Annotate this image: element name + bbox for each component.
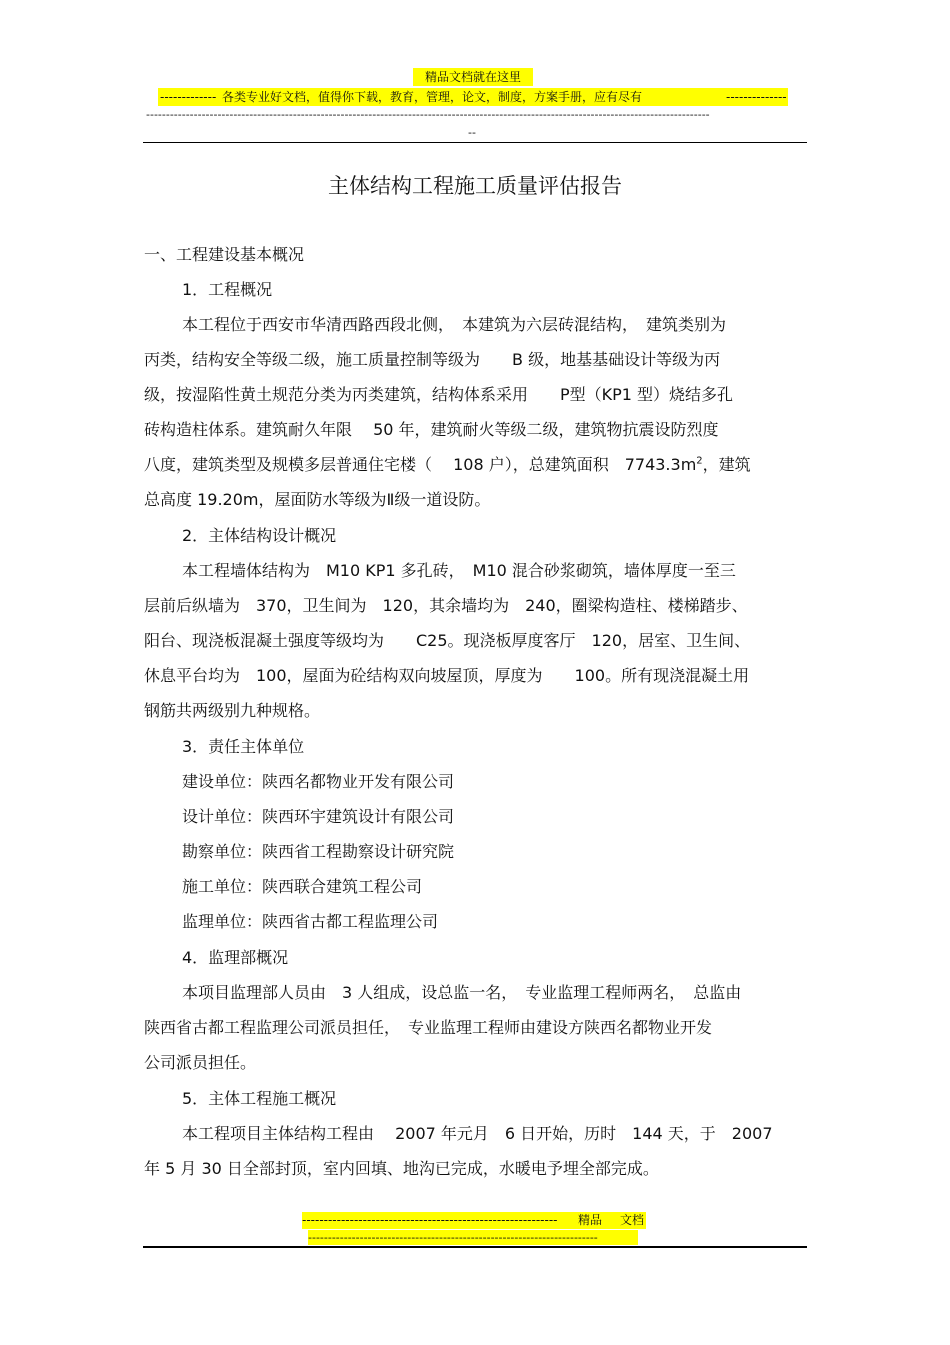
header-rule <box>143 142 807 143</box>
paragraph-line: 本项目监理部人员由 3 人组成，设总监一名， 专业监理工程师两名， 总监由 <box>182 983 742 1002</box>
paragraph-line: 陕西省古都工程监理公司派员担任， 专业监理工程师由建设方陕西名都物业开发 <box>144 1018 713 1037</box>
footer-banner <box>302 1212 646 1229</box>
unit-item: 设计单位：陕西环宇建筑设计有限公司 <box>182 807 455 826</box>
superscript: 2 <box>696 455 703 467</box>
header-dash-tail: -- <box>468 126 476 139</box>
paragraph-line: 钢筋共两级别九种规格。 <box>144 701 321 720</box>
paragraph-line: 砖构造柱体系。建筑耐久年限 50 年，建筑耐火等级二级，建筑物抗震设防烈度 <box>144 420 719 439</box>
footer-label-2: 文档 <box>620 1213 645 1227</box>
unit-item: 勘察单位：陕西省工程勘察设计研究院 <box>182 842 455 861</box>
paragraph-line: 本工程墙体结构为 M10 KP1 多孔砖， M10 混合砂浆砌筑，墙体厚度一至三 <box>182 561 736 580</box>
unit-item: 建设单位：陕西名都物业开发有限公司 <box>182 772 455 791</box>
paragraph-line: 本工程项目主体结构工程由 2007 年元月 6 日开始，历时 144 天，于 2007 <box>182 1124 773 1143</box>
paragraph-line: 阳台、现浇板混凝土强度等级均为 C25。现浇板厚度客厅 120，居室、卫生间、 <box>144 631 751 650</box>
subsection-heading-3: 3．责任主体单位 <box>182 737 305 756</box>
subsection-heading-5: 5．主体工程施工概况 <box>182 1089 337 1108</box>
header-dash-line: ---------------------------------------------------------------------------------------------------------------------------------------------- <box>146 108 710 121</box>
footer-label-1: 精品 <box>578 1213 603 1227</box>
header-tagline-text: 各类专业好文档，值得你下载，教育，管理，论文，制度，方案手册，应有尽有 <box>222 90 643 104</box>
paragraph-line: 级，按湿陷性黄土规范分类为丙类建筑，结构体系采用 P型（KP1 型）烧结多孔 <box>144 385 734 404</box>
subsection-heading-4: 4．监理部概况 <box>182 948 289 967</box>
paragraph-line: 休息平台均为 100，屋面为砼结构双向坡屋顶，厚度为 100。所有现浇混凝土用 <box>144 666 750 685</box>
header-dashes-left: ------------- <box>160 90 217 104</box>
footer-dashes-left: ----------------------------------------------------------- <box>302 1213 558 1227</box>
footer-rule <box>143 1246 807 1248</box>
paragraph-text: 八度，建筑类型及规模多层普通住宅楼（ 108 户），总建筑面积 7743.3m <box>144 455 697 474</box>
subsection-heading-1: 1．工程概况 <box>182 280 273 299</box>
paragraph-line: 年 5 月 30 日全部封顶，室内回填、地沟已完成，水暖电予埋全部完成。 <box>144 1159 659 1178</box>
section-heading: 一、工程建设基本概况 <box>144 245 305 264</box>
header-banner-tagline <box>158 88 788 106</box>
footer-dash-line: ------------------------------------------------------------------------- <box>308 1230 638 1245</box>
header-banner-title: 精品文档就在这里 <box>413 68 533 86</box>
paragraph-line: 本工程位于西安市华清西路西段北侧， 本建筑为六层砖混结构， 建筑类别为 <box>182 315 727 334</box>
paragraph-line <box>144 447 751 482</box>
header-dashes-right: -------------- <box>726 90 787 104</box>
subsection-heading-2: 2．主体结构设计概况 <box>182 526 337 545</box>
paragraph-line: 公司派员担任。 <box>144 1053 257 1072</box>
paragraph-text: ，建筑 <box>702 455 751 474</box>
paragraph-line: 丙类，结构安全等级二级，施工质量控制等级为 B 级，地基基础设计等级为丙 <box>144 350 721 369</box>
unit-item: 监理单位：陕西省古都工程监理公司 <box>182 912 439 931</box>
paragraph-line: 总高度 19.20m，屋面防水等级为Ⅱ级一道设防。 <box>144 490 491 509</box>
paragraph-line: 层前后纵墙为 370，卫生间为 120，其余墙均为 240，圈梁构造柱、楼梯踏步、 <box>144 596 748 615</box>
document-title: 主体结构工程施工质量评估报告 <box>328 174 622 198</box>
unit-item: 施工单位：陕西联合建筑工程公司 <box>182 877 423 896</box>
